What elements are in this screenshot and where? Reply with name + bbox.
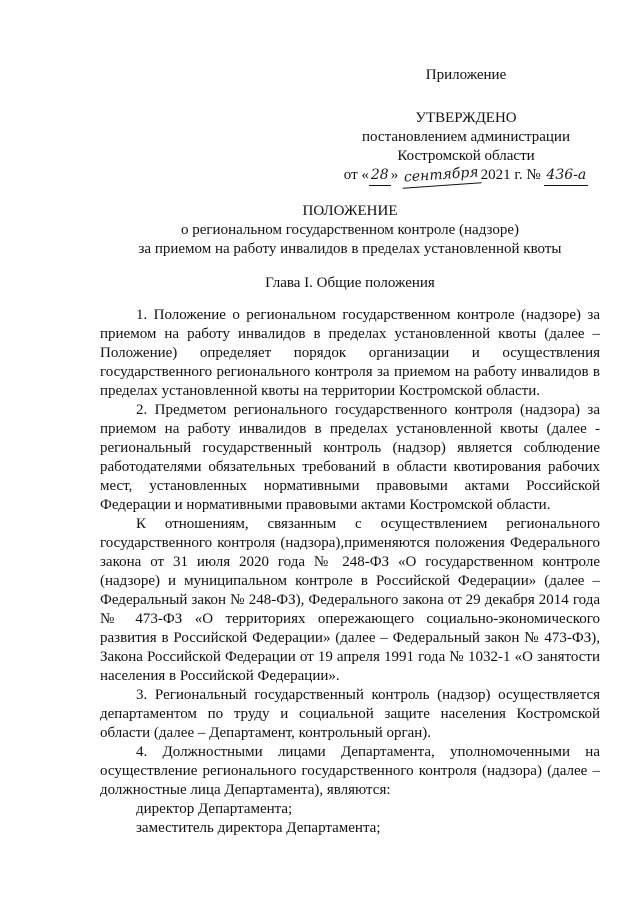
approval-stamp: [336, 66, 596, 186]
date-year: 2021 г. №: [480, 167, 541, 183]
list-item: директор Департамента;: [136, 801, 293, 817]
list-item: заместитель директора Департамента;: [136, 820, 381, 836]
approved-label: УТВЕРЖДЕНО: [415, 110, 517, 126]
handwritten-doc-number: 436-а: [544, 166, 588, 186]
paragraph-2-continued: К отношениям, связанным с осуществлением регионального государственного контроля (надзора),применяются положения Федерального закона от 31 июля 2020 года № 248-ФЗ «О государственном контроле (надзоре) и муниципальном контроле в Российской Федерации» (далее – Федеральный закон № 248-ФЗ), Федерального закона от 29 декабря 2014 года № 473-ФЗ «О территориях опережающего социально-экономического развития в Российской Федерации» (далее – Федеральный закон № 473-ФЗ), Закона Российской Федерации от 19 апреля 1991 года № 1032-1 «О занятости населения в Российской Федерации».: [100, 516, 600, 684]
handwritten-month: сентября: [401, 163, 481, 188]
approval-date-line: [336, 166, 596, 186]
chapter-heading: Глава I. Общие положения: [265, 275, 435, 291]
title-sub-2: за приемом на работу инвалидов в пределах установленной квоты: [138, 241, 562, 257]
document-body: [100, 306, 600, 838]
paragraph-2: 2. Предметом регионального государственного контроля (надзора) за приемом на работу инвалидов в пределах установленной квоты (далее - региональный государственный контроль (надзор) является соблюдение работодателями обязательных требований в области квотирования рабочих мест, установленных нормативными правовыми актами Российской Федерации и нормативными правовыми актами Костромской области.: [100, 402, 600, 513]
appendix-label: Приложение: [425, 67, 507, 83]
date-prefix: от «: [343, 167, 369, 183]
approval-line-2: Костромской области: [397, 148, 535, 164]
document-title: [100, 202, 600, 259]
approval-line-1: постановлением администрации: [362, 129, 570, 145]
handwritten-day: 28: [369, 166, 391, 186]
paragraph-1: 1. Положение о региональном государственном контроле (надзоре) за приемом на работу инвалидов в пределах установленной квоты (далее – Положение) определяет порядок организации и осуществления государственного регионального контроля за приемом на работу инвалидов в пределах установленной квоты на территории Костромской области.: [100, 307, 600, 399]
title-main: ПОЛОЖЕНИЕ: [302, 203, 398, 219]
paragraph-4: 4. Должностными лицами Департамента, уполномоченными на осуществление регионального государственного контроля (надзора) (далее – должностные лица Департамента), являются:: [100, 744, 600, 798]
date-close-quote: »: [390, 167, 399, 183]
paragraph-3: 3. Региональный государственный контроль (надзор) осуществляется департаментом по труду и социальной защите населения Костромской области (далее – Департамент, контрольный орган).: [100, 687, 600, 741]
title-sub-1: о региональном государственном контроле (надзоре): [180, 222, 520, 238]
